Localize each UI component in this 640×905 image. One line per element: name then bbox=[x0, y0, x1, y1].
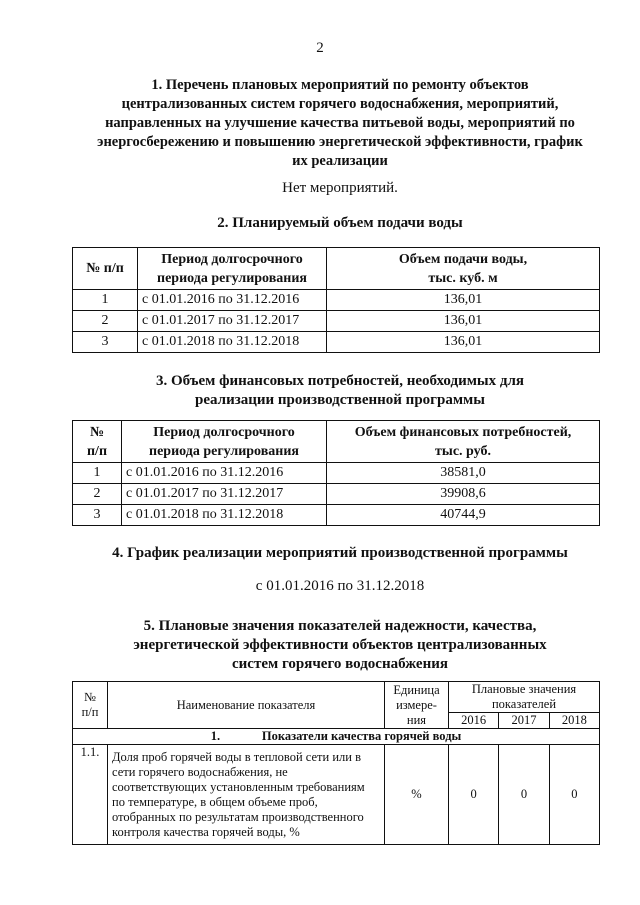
row-num: 1 bbox=[73, 290, 138, 311]
section-5-heading-line: энергетической эффективности объектов централизованных bbox=[133, 637, 547, 653]
section-1-heading bbox=[60, 76, 620, 171]
row-value: 40744,9 bbox=[327, 505, 600, 526]
header-line: Объем финансовых потребностей, bbox=[354, 424, 572, 440]
header-line: тыс. руб. bbox=[435, 443, 491, 459]
row-name bbox=[108, 745, 385, 845]
header-line: периода регулирования bbox=[149, 443, 299, 459]
header-line: измере- bbox=[396, 697, 437, 712]
category-cell bbox=[73, 729, 600, 745]
col-period-header bbox=[138, 248, 327, 290]
section-3-heading bbox=[60, 372, 620, 410]
row-name-line: соответствующих установленным требованиям bbox=[112, 779, 365, 794]
section-2-heading: 2. Планируемый объем подачи воды bbox=[217, 215, 463, 231]
section-1-heading-line: 1. Перечень плановых мероприятий по ремонту объектов bbox=[151, 77, 529, 93]
row-num: 2 bbox=[73, 484, 122, 505]
row-unit: % bbox=[385, 745, 449, 845]
col-num-header bbox=[73, 682, 108, 729]
row-value-2018: 0 bbox=[549, 745, 599, 845]
table-row bbox=[73, 463, 600, 484]
row-period: с 01.01.2018 по 31.12.2018 bbox=[138, 332, 327, 353]
section-1-heading-line: централизованных систем горячего водоснабжения, мероприятий, bbox=[121, 96, 559, 112]
col-period-header bbox=[122, 421, 327, 463]
table-row bbox=[73, 484, 600, 505]
header-line: Плановые значения bbox=[471, 682, 577, 696]
section-4-heading: 4. График реализации мероприятий производственной программы bbox=[112, 545, 568, 561]
row-period: с 01.01.2017 по 31.12.2017 bbox=[138, 311, 327, 332]
col-num-header: № п/п bbox=[73, 248, 138, 290]
col-year-header: 2016 bbox=[449, 713, 499, 729]
header-line: Период долгосрочного bbox=[161, 251, 303, 267]
row-value: 136,01 bbox=[327, 290, 600, 311]
section-5-heading-line: 5. Плановые значения показателей надежности, качества, bbox=[143, 618, 537, 634]
row-num: 1.1. bbox=[73, 745, 108, 845]
row-num: 3 bbox=[73, 505, 122, 526]
section-3-heading-line: реализации производственной программы bbox=[195, 392, 485, 408]
water-supply-table bbox=[72, 247, 600, 353]
section-3-heading-line: 3. Объем финансовых потребностей, необходимых для bbox=[155, 373, 525, 389]
section-1-heading-line: их реализации bbox=[292, 153, 388, 169]
header-line: Объем подачи воды, bbox=[398, 251, 528, 267]
row-period: с 01.01.2018 по 31.12.2018 bbox=[122, 505, 327, 526]
row-period: с 01.01.2017 по 31.12.2017 bbox=[122, 484, 327, 505]
header-line: Период долгосрочного bbox=[153, 424, 295, 440]
header-line: показателей bbox=[491, 697, 557, 711]
col-planned-header bbox=[449, 682, 600, 713]
header-line: ния bbox=[406, 712, 427, 727]
category-num: 1. bbox=[210, 729, 221, 743]
page-number: 2 bbox=[316, 40, 324, 56]
col-unit-header bbox=[385, 682, 449, 729]
section-1-heading-line: энергосбережению и повышению энергетической эффективности, график bbox=[97, 134, 583, 150]
row-value: 136,01 bbox=[327, 332, 600, 353]
col-year-header: 2017 bbox=[499, 713, 549, 729]
row-name-line: Доля проб горячей воды в тепловой сети или в bbox=[112, 749, 361, 764]
col-num-header bbox=[73, 421, 122, 463]
category-title: Показатели качества горячей воды bbox=[261, 729, 462, 743]
table-row bbox=[73, 332, 600, 353]
row-name-line: контроля качества горячей воды, % bbox=[112, 824, 300, 839]
row-period: с 01.01.2016 по 31.12.2016 bbox=[138, 290, 327, 311]
col-value-header bbox=[327, 421, 600, 463]
table-row bbox=[73, 311, 600, 332]
category-row bbox=[73, 729, 600, 745]
table-header-row bbox=[73, 248, 600, 290]
col-value-header bbox=[327, 248, 600, 290]
row-num: 3 bbox=[73, 332, 138, 353]
row-name-line: отобранных по результатам производственного bbox=[112, 809, 364, 824]
section-1-note: Нет мероприятий. bbox=[282, 180, 398, 196]
row-num: 2 bbox=[73, 311, 138, 332]
table-row bbox=[73, 290, 600, 311]
row-value: 39908,6 bbox=[327, 484, 600, 505]
header-line: п/п bbox=[81, 705, 99, 719]
header-line: № bbox=[84, 690, 96, 704]
financial-needs-table bbox=[72, 420, 600, 526]
table-row bbox=[73, 745, 600, 845]
header-line: тыс. куб. м bbox=[428, 270, 498, 286]
indicators-table bbox=[72, 681, 600, 845]
row-value: 136,01 bbox=[327, 311, 600, 332]
header-line: п/п bbox=[86, 443, 108, 459]
table-row bbox=[73, 505, 600, 526]
table-header-row bbox=[73, 421, 600, 463]
header-line: № bbox=[89, 424, 105, 440]
col-name-header: Наименование показателя bbox=[108, 682, 385, 729]
section-5-heading-line: систем горячего водоснабжения bbox=[232, 656, 448, 672]
col-year-header: 2018 bbox=[549, 713, 599, 729]
header-line: Единица bbox=[393, 682, 440, 697]
row-value-2017: 0 bbox=[499, 745, 549, 845]
section-4-period: с 01.01.2016 по 31.12.2018 bbox=[255, 578, 425, 594]
row-name-line: сети горячего водоснабжения, не bbox=[112, 764, 288, 779]
section-1-heading-line: направленных на улучшение качества питьевой воды, мероприятий по bbox=[105, 115, 575, 131]
row-value: 38581,0 bbox=[327, 463, 600, 484]
header-line: периода регулирования bbox=[157, 270, 307, 286]
table-header-row bbox=[73, 682, 600, 713]
row-period: с 01.01.2016 по 31.12.2016 bbox=[122, 463, 327, 484]
row-value-2016: 0 bbox=[449, 745, 499, 845]
row-num: 1 bbox=[73, 463, 122, 484]
row-name-line: по температуре, в общем объеме проб, bbox=[112, 794, 318, 809]
section-5-heading bbox=[60, 617, 620, 674]
